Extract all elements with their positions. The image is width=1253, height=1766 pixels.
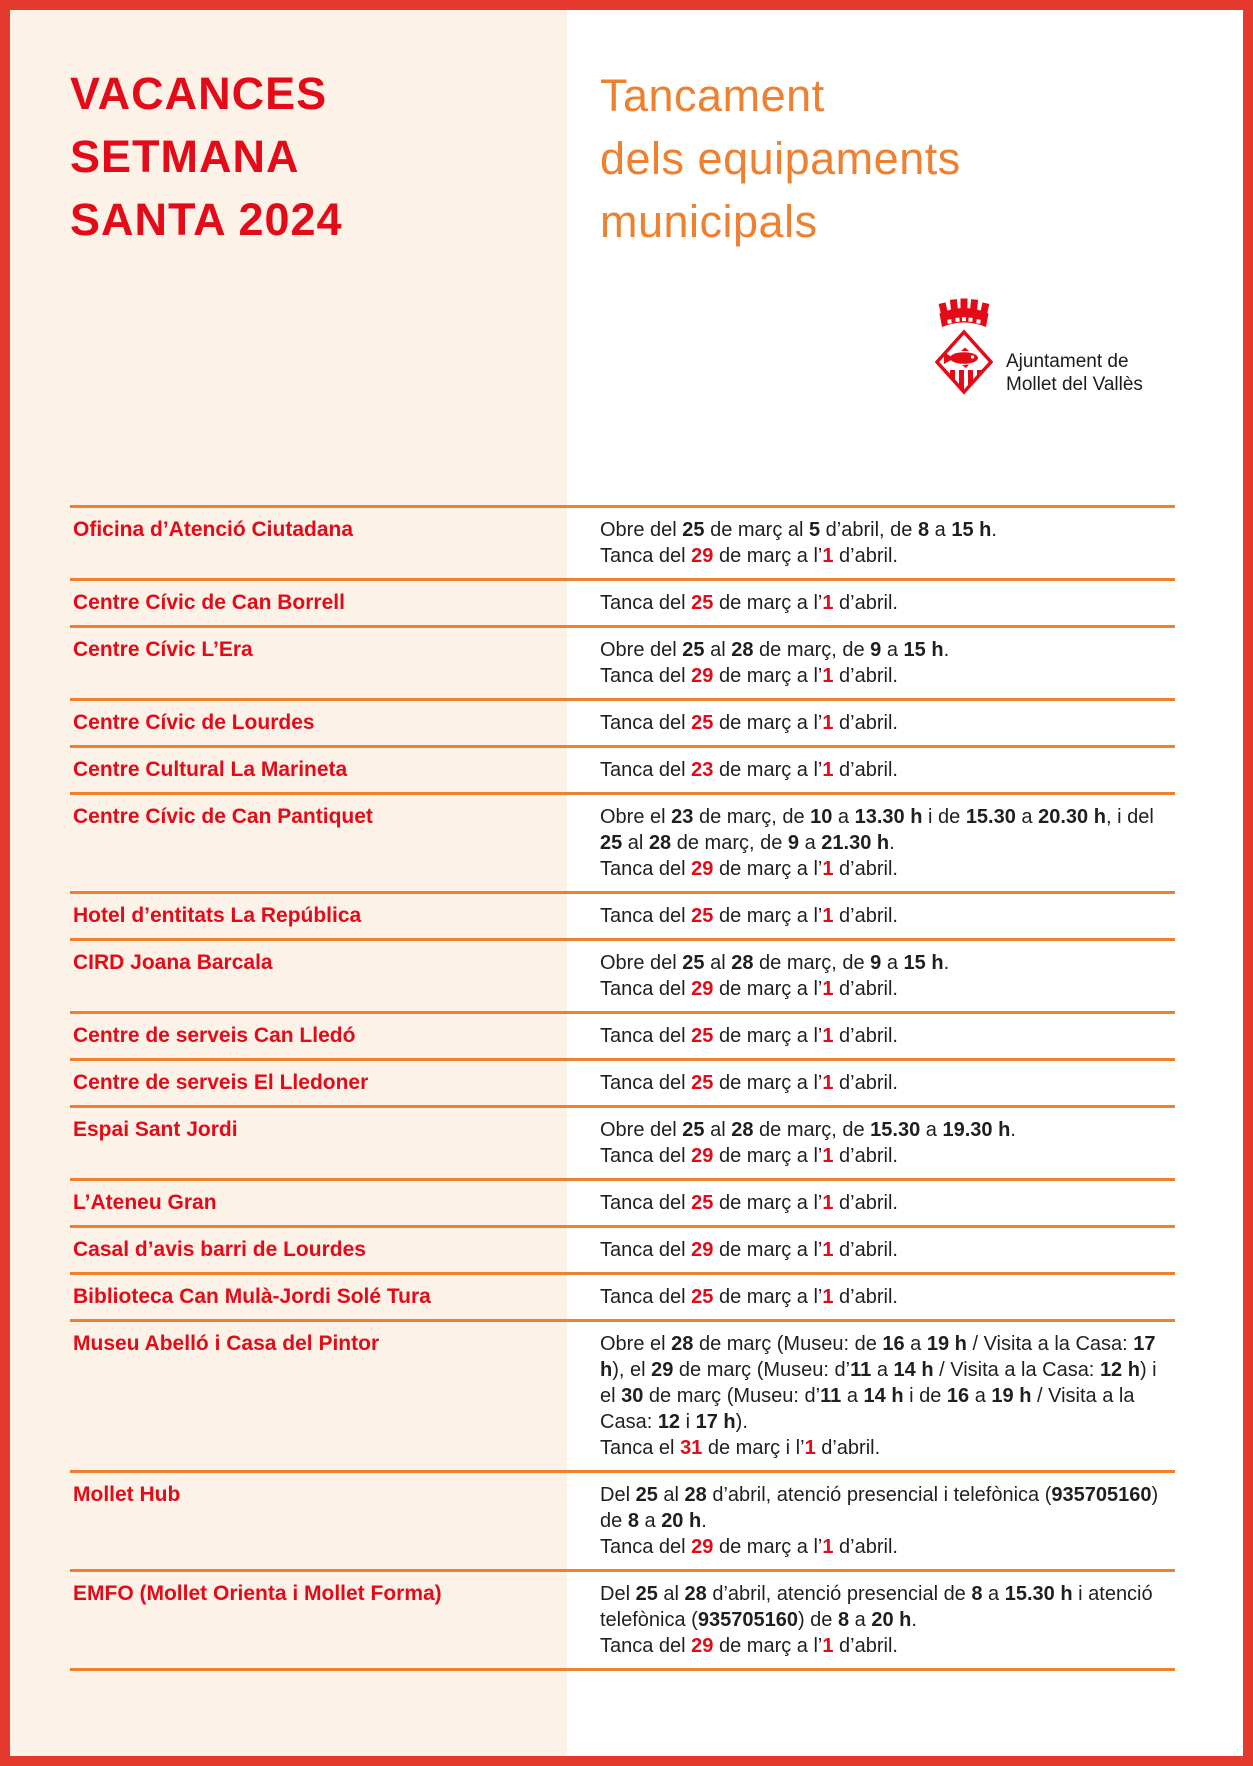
schedule-segment: 935705160: [697, 1609, 798, 1631]
schedule-segment: 29: [691, 978, 714, 1000]
schedule-segment: 9: [870, 952, 882, 974]
schedule-segment: i de: [922, 806, 966, 828]
table-row: [70, 792, 1175, 891]
schedule-segment: 25: [600, 832, 623, 854]
facility-schedule: [600, 636, 1175, 689]
schedule-segment: , i del: [1105, 806, 1154, 828]
schedule-segment: 15.30 h: [1004, 1583, 1073, 1605]
page-subtitle-line: dels equipaments: [600, 133, 961, 184]
facility-name: Centre de serveis El Lledoner: [73, 1071, 369, 1094]
schedule-segment: 25: [635, 1484, 658, 1506]
schedule-segment: 15.30: [965, 806, 1016, 828]
schedule-segment: d’abril.: [833, 978, 898, 1000]
schedule-segment: 1: [804, 1437, 816, 1459]
schedule-segment: al: [657, 1583, 685, 1605]
facility-schedule: [600, 1022, 1175, 1049]
schedule-segment: de març, de: [753, 639, 871, 661]
facility-schedule: [600, 803, 1175, 882]
schedule-segment: 29: [691, 1239, 714, 1261]
facility-schedule: [600, 1330, 1175, 1461]
schedule-segment: de març a l’: [713, 665, 823, 687]
schedule-segment: ) de: [600, 1484, 1159, 1532]
schedule-segment: d’abril.: [833, 1286, 898, 1308]
schedule-segment: Del: [600, 1484, 636, 1506]
facility-name: L’Ateneu Gran: [73, 1191, 217, 1214]
schedule-segment: 25: [691, 1072, 714, 1094]
schedule-segment: 14 h: [863, 1385, 904, 1407]
schedule-segment: 15.30: [870, 1119, 921, 1141]
facility-name: Espai Sant Jordi: [73, 1118, 238, 1141]
schedule-segment: Tanca del: [600, 665, 692, 687]
table-row: [70, 891, 1175, 938]
schedule-segment: al: [704, 952, 732, 974]
schedule-segment: de març a l’: [713, 1239, 823, 1261]
schedule-segment: de març i l’: [702, 1437, 805, 1459]
facility-name: Centre de serveis Can Lledó: [73, 1024, 356, 1047]
schedule-segment: d’abril, atenció presencial de: [706, 1583, 972, 1605]
schedule-segment: de març a l’: [713, 759, 823, 781]
table-row: [70, 1058, 1175, 1105]
facility-schedule: [600, 1116, 1175, 1169]
schedule-segment: 1: [822, 1536, 834, 1558]
schedule-segment: al: [704, 1119, 732, 1141]
facility-name: Centre Cívic L’Era: [73, 638, 253, 661]
schedule-segment: 16: [882, 1333, 905, 1355]
schedule-segment: 25: [691, 1192, 714, 1214]
schedule-segment: de març a l’: [713, 1025, 823, 1047]
schedule-segment: 1: [822, 665, 834, 687]
schedule-segment: de març a l’: [713, 1072, 823, 1094]
schedule-paragraph: [600, 1534, 1175, 1560]
schedule-segment: .: [991, 519, 997, 541]
schedule-segment: d’abril.: [833, 665, 898, 687]
schedule-paragraph: [600, 663, 1175, 689]
schedule-paragraph: [600, 950, 1175, 976]
schedule-segment: Obre del: [600, 952, 683, 974]
schedule-segment: d’abril.: [833, 1145, 898, 1167]
facility-name: EMFO (Mollet Orienta i Mollet Forma): [73, 1582, 442, 1605]
schedule-segment: de març (Museu: de: [693, 1333, 883, 1355]
org-name-line: Ajuntament de: [1006, 351, 1129, 372]
schedule-segment: / Visita a la Casa:: [600, 1385, 1135, 1433]
schedule-segment: de març, de: [753, 1119, 871, 1141]
schedule-segment: al: [622, 832, 649, 854]
schedule-segment: d’abril.: [833, 1239, 898, 1261]
schedule-segment: Tanca del: [600, 978, 692, 1000]
facility-name: Centre Cívic de Can Borrell: [73, 591, 345, 614]
schedule-segment: d’abril.: [833, 1635, 898, 1657]
schedule-segment: a: [969, 1385, 992, 1407]
mollet-crest-icon: [935, 298, 993, 398]
table-row: [70, 578, 1175, 625]
schedule-segment: 21.30 h: [821, 832, 890, 854]
schedule-segment: 11: [850, 1359, 872, 1381]
schedule-segment: Del: [600, 1583, 636, 1605]
schedule-segment: 13.30 h: [854, 806, 923, 828]
schedule-segment: / Visita a la Casa:: [933, 1359, 1100, 1381]
schedule-paragraph: [600, 903, 1175, 929]
schedule-segment: Tanca del: [600, 1536, 692, 1558]
schedule-segment: ) de: [797, 1609, 838, 1631]
schedule-segment: 28: [731, 1119, 754, 1141]
schedule-segment: de març a l’: [713, 858, 823, 880]
schedule-segment: 28: [671, 1333, 694, 1355]
schedule-segment: a: [929, 519, 952, 541]
schedule-segment: de març a l’: [713, 592, 823, 614]
schedule-paragraph: [600, 856, 1175, 882]
facility-name: Mollet Hub: [73, 1483, 181, 1506]
schedule-segment: Tanca del: [600, 712, 692, 734]
city-council-logo: [935, 298, 1143, 398]
page-title-line: SANTA 2024: [70, 194, 343, 245]
closures-table: [70, 505, 1175, 1671]
facility-schedule: [600, 1189, 1175, 1216]
schedule-segment: a: [832, 806, 855, 828]
schedule-segment: d’abril.: [833, 1536, 898, 1558]
schedule-segment: de març al: [704, 519, 809, 541]
schedule-segment: 1: [822, 978, 834, 1000]
schedule-segment: d’abril.: [833, 712, 898, 734]
schedule-paragraph: [600, 1482, 1175, 1534]
schedule-segment: de març a l’: [713, 1536, 823, 1558]
facility-schedule: [600, 1069, 1175, 1096]
schedule-segment: de març a l’: [713, 712, 823, 734]
facility-schedule: [600, 1481, 1175, 1560]
schedule-paragraph: [600, 1237, 1175, 1263]
schedule-segment: 1: [822, 1072, 834, 1094]
schedule-segment: a: [881, 639, 904, 661]
schedule-segment: de març, de: [671, 832, 788, 854]
schedule-segment: 1: [822, 545, 834, 567]
schedule-segment: 11: [820, 1385, 842, 1407]
schedule-segment: 28: [684, 1484, 707, 1506]
schedule-segment: ).: [735, 1411, 748, 1433]
schedule-segment: d’abril.: [833, 858, 898, 880]
schedule-segment: 1: [822, 858, 834, 880]
schedule-segment: 20 h: [871, 1609, 912, 1631]
schedule-segment: a: [871, 1359, 894, 1381]
schedule-segment: d’abril.: [833, 1072, 898, 1094]
schedule-segment: de març a l’: [713, 1286, 823, 1308]
table-row: [70, 1105, 1175, 1178]
schedule-paragraph: [600, 637, 1175, 663]
schedule-segment: 31: [680, 1437, 703, 1459]
schedule-segment: 23: [691, 759, 714, 781]
facility-name: Hotel d’entitats La República: [73, 904, 362, 927]
facility-schedule: [600, 709, 1175, 736]
schedule-paragraph: [600, 590, 1175, 616]
page-title-line: VACANCES: [70, 68, 328, 119]
schedule-segment: de març a l’: [713, 1192, 823, 1214]
schedule-segment: .: [943, 952, 950, 974]
schedule-segment: 935705160: [1051, 1484, 1152, 1506]
schedule-segment: 28: [731, 952, 754, 974]
schedule-segment: de març, de: [693, 806, 811, 828]
schedule-segment: 12 h: [1099, 1359, 1140, 1381]
schedule-segment: Tanca del: [600, 759, 692, 781]
schedule-segment: 15 h: [951, 519, 992, 541]
schedule-segment: 28: [731, 639, 754, 661]
org-name-line: Mollet del Vallès: [1006, 374, 1143, 395]
schedule-segment: 25: [682, 952, 705, 974]
schedule-segment: .: [701, 1510, 707, 1532]
schedule-paragraph: [600, 1284, 1175, 1310]
facility-name: Museu Abelló i Casa del Pintor: [73, 1332, 380, 1355]
page-subtitle: [600, 64, 961, 253]
schedule-paragraph: [600, 976, 1175, 1002]
schedule-segment: d’abril.: [815, 1437, 881, 1459]
schedule-segment: 30: [621, 1385, 644, 1407]
schedule-segment: d’abril.: [833, 1025, 898, 1047]
page-title-line: SETMANA: [70, 131, 300, 182]
facility-schedule: [600, 1580, 1175, 1659]
schedule-segment: de març a l’: [713, 1145, 823, 1167]
schedule-segment: i atenció telefònica (: [600, 1583, 1153, 1631]
schedule-segment: 19 h: [991, 1385, 1032, 1407]
schedule-paragraph: [600, 1070, 1175, 1096]
schedule-paragraph: [600, 1581, 1175, 1633]
schedule-segment: 9: [870, 639, 882, 661]
schedule-segment: 8: [971, 1583, 983, 1605]
schedule-segment: 17 h: [695, 1411, 736, 1433]
schedule-segment: 25: [682, 639, 705, 661]
schedule-segment: Tanca del: [600, 1145, 692, 1167]
facility-name: Oficina d’Atenció Ciutadana: [73, 518, 354, 541]
schedule-segment: 1: [822, 905, 834, 927]
schedule-segment: Tanca del: [600, 905, 692, 927]
table-row: [70, 938, 1175, 1011]
schedule-segment: 29: [691, 665, 714, 687]
schedule-segment: 28: [648, 832, 672, 854]
schedule-segment: .: [943, 639, 950, 661]
schedule-segment: 25: [691, 592, 714, 614]
schedule-segment: 5: [809, 519, 821, 541]
schedule-segment: Tanca del: [600, 1286, 692, 1308]
schedule-segment: d’abril.: [833, 592, 898, 614]
schedule-segment: d’abril.: [833, 905, 898, 927]
schedule-segment: 25: [682, 1119, 705, 1141]
schedule-segment: ) i el: [600, 1359, 1157, 1407]
schedule-paragraph: [600, 804, 1175, 856]
schedule-segment: de març a l’: [713, 545, 823, 567]
schedule-segment: 15 h: [903, 639, 944, 661]
table-row: [70, 1569, 1175, 1671]
schedule-segment: .: [911, 1609, 917, 1631]
schedule-segment: 19 h: [926, 1333, 967, 1355]
schedule-segment: a: [904, 1333, 927, 1355]
schedule-paragraph: [600, 543, 1175, 569]
schedule-segment: 17 h: [600, 1333, 1156, 1381]
schedule-segment: 1: [822, 759, 834, 781]
schedule-segment: Tanca del: [600, 1072, 692, 1094]
schedule-segment: de març a l’: [713, 1635, 823, 1657]
schedule-segment: 20 h: [661, 1510, 702, 1532]
schedule-segment: 1: [822, 1635, 834, 1657]
table-row: [70, 745, 1175, 792]
schedule-segment: 20.30 h: [1038, 806, 1106, 828]
schedule-segment: 25: [691, 1025, 714, 1047]
schedule-segment: a: [849, 1609, 872, 1631]
schedule-segment: 1: [822, 1145, 834, 1167]
schedule-segment: 1: [822, 1192, 834, 1214]
schedule-paragraph: [600, 1331, 1175, 1435]
table-row: [70, 1225, 1175, 1272]
schedule-segment: 8: [917, 519, 930, 541]
table-row: [70, 698, 1175, 745]
schedule-segment: / Visita a la Casa:: [966, 1333, 1134, 1355]
schedule-segment: Obre del: [600, 519, 683, 541]
schedule-segment: .: [1010, 1119, 1016, 1141]
schedule-segment: .: [889, 832, 895, 854]
facility-name: Casal d’avis barri de Lourdes: [73, 1238, 366, 1261]
schedule-segment: 25: [691, 712, 714, 734]
schedule-segment: d’abril, de: [820, 519, 918, 541]
schedule-segment: 29: [691, 858, 714, 880]
schedule-segment: de març a l’: [713, 905, 823, 927]
page-subtitle-line: municipals: [600, 196, 818, 247]
schedule-segment: Tanca del: [600, 545, 692, 567]
schedule-paragraph: [600, 1435, 1175, 1461]
table-row: [70, 1319, 1175, 1470]
schedule-segment: 1: [822, 712, 834, 734]
schedule-segment: Obre del: [600, 1119, 683, 1141]
schedule-segment: de març a l’: [713, 978, 823, 1000]
table-row: [70, 1470, 1175, 1569]
table-row: [70, 1178, 1175, 1225]
schedule-segment: 25: [682, 519, 705, 541]
schedule-segment: de març, de: [753, 952, 871, 974]
schedule-segment: 15 h: [903, 952, 944, 974]
schedule-segment: de març (Museu: d’: [673, 1359, 851, 1381]
schedule-segment: 8: [837, 1609, 850, 1631]
schedule-segment: 25: [691, 905, 714, 927]
schedule-segment: 1: [822, 1239, 834, 1261]
schedule-segment: 28: [684, 1583, 707, 1605]
org-name: [1006, 350, 1143, 398]
facility-schedule: [600, 902, 1175, 929]
schedule-segment: Tanca del: [600, 858, 692, 880]
schedule-segment: a: [841, 1385, 864, 1407]
facility-schedule: [600, 516, 1175, 569]
schedule-segment: a: [881, 952, 904, 974]
table-row: [70, 1272, 1175, 1319]
schedule-segment: 1: [822, 1025, 834, 1047]
schedule-segment: 16: [946, 1385, 970, 1407]
schedule-segment: d’abril.: [833, 1192, 898, 1214]
schedule-segment: 12: [657, 1411, 681, 1433]
schedule-segment: d’abril, atenció presencial i telefònica (: [706, 1484, 1052, 1506]
facility-name: Biblioteca Can Mulà-Jordi Solé Tura: [73, 1285, 431, 1308]
schedule-segment: 19.30 h: [942, 1119, 1011, 1141]
facility-schedule: [600, 1283, 1175, 1310]
facility-name: CIRD Joana Barcala: [73, 951, 273, 974]
table-row: [70, 625, 1175, 698]
schedule-segment: Obre el: [600, 1333, 672, 1355]
facility-schedule: [600, 1236, 1175, 1263]
schedule-segment: Tanca del: [600, 1192, 692, 1214]
facility-schedule: [600, 756, 1175, 783]
schedule-segment: Tanca del: [600, 592, 692, 614]
schedule-segment: al: [704, 639, 732, 661]
schedule-segment: 29: [691, 1536, 714, 1558]
schedule-segment: a: [638, 1510, 662, 1532]
page-subtitle-line: Tancament: [600, 70, 825, 121]
schedule-segment: 9: [787, 832, 800, 854]
schedule-segment: ), el: [612, 1359, 652, 1381]
schedule-segment: 29: [691, 545, 714, 567]
page-title: [70, 62, 343, 251]
schedule-segment: 10: [810, 806, 833, 828]
facility-name: Centre Cívic de Lourdes: [73, 711, 315, 734]
schedule-paragraph: [600, 757, 1175, 783]
schedule-segment: 1: [822, 1286, 834, 1308]
facility-schedule: [600, 949, 1175, 1002]
schedule-paragraph: [600, 1143, 1175, 1169]
facility-name: Centre Cívic de Can Pantiquet: [73, 805, 373, 828]
schedule-segment: Tanca del: [600, 1239, 692, 1261]
schedule-segment: 23: [671, 806, 694, 828]
schedule-segment: d’abril.: [833, 759, 898, 781]
schedule-segment: al: [657, 1484, 685, 1506]
schedule-segment: 25: [635, 1583, 658, 1605]
schedule-segment: 25: [691, 1286, 714, 1308]
schedule-segment: i: [680, 1411, 696, 1433]
schedule-segment: a: [920, 1119, 943, 1141]
schedule-paragraph: [600, 517, 1175, 543]
schedule-segment: Tanca del: [600, 1025, 692, 1047]
schedule-segment: Obre del: [600, 639, 683, 661]
schedule-segment: d’abril.: [833, 545, 898, 567]
table-row: [70, 1011, 1175, 1058]
table-row: [70, 505, 1175, 578]
schedule-segment: a: [1015, 806, 1039, 828]
schedule-paragraph: [600, 710, 1175, 736]
schedule-segment: i de: [903, 1385, 947, 1407]
facility-schedule: [600, 589, 1175, 616]
schedule-segment: 29: [651, 1359, 674, 1381]
schedule-segment: Tanca el: [600, 1437, 681, 1459]
schedule-segment: de març (Museu: d’: [643, 1385, 821, 1407]
schedule-segment: Obre el: [600, 806, 672, 828]
schedule-segment: 14 h: [893, 1359, 934, 1381]
facility-name: Centre Cultural La Marineta: [73, 758, 348, 781]
schedule-segment: 8: [627, 1510, 639, 1532]
schedule-paragraph: [600, 1117, 1175, 1143]
schedule-paragraph: [600, 1633, 1175, 1659]
schedule-paragraph: [600, 1190, 1175, 1216]
schedule-segment: 29: [691, 1145, 714, 1167]
schedule-segment: 1: [822, 592, 834, 614]
schedule-segment: a: [982, 1583, 1005, 1605]
schedule-paragraph: [600, 1023, 1175, 1049]
schedule-segment: Tanca del: [600, 1635, 692, 1657]
schedule-segment: a: [799, 832, 822, 854]
schedule-segment: 29: [691, 1635, 714, 1657]
